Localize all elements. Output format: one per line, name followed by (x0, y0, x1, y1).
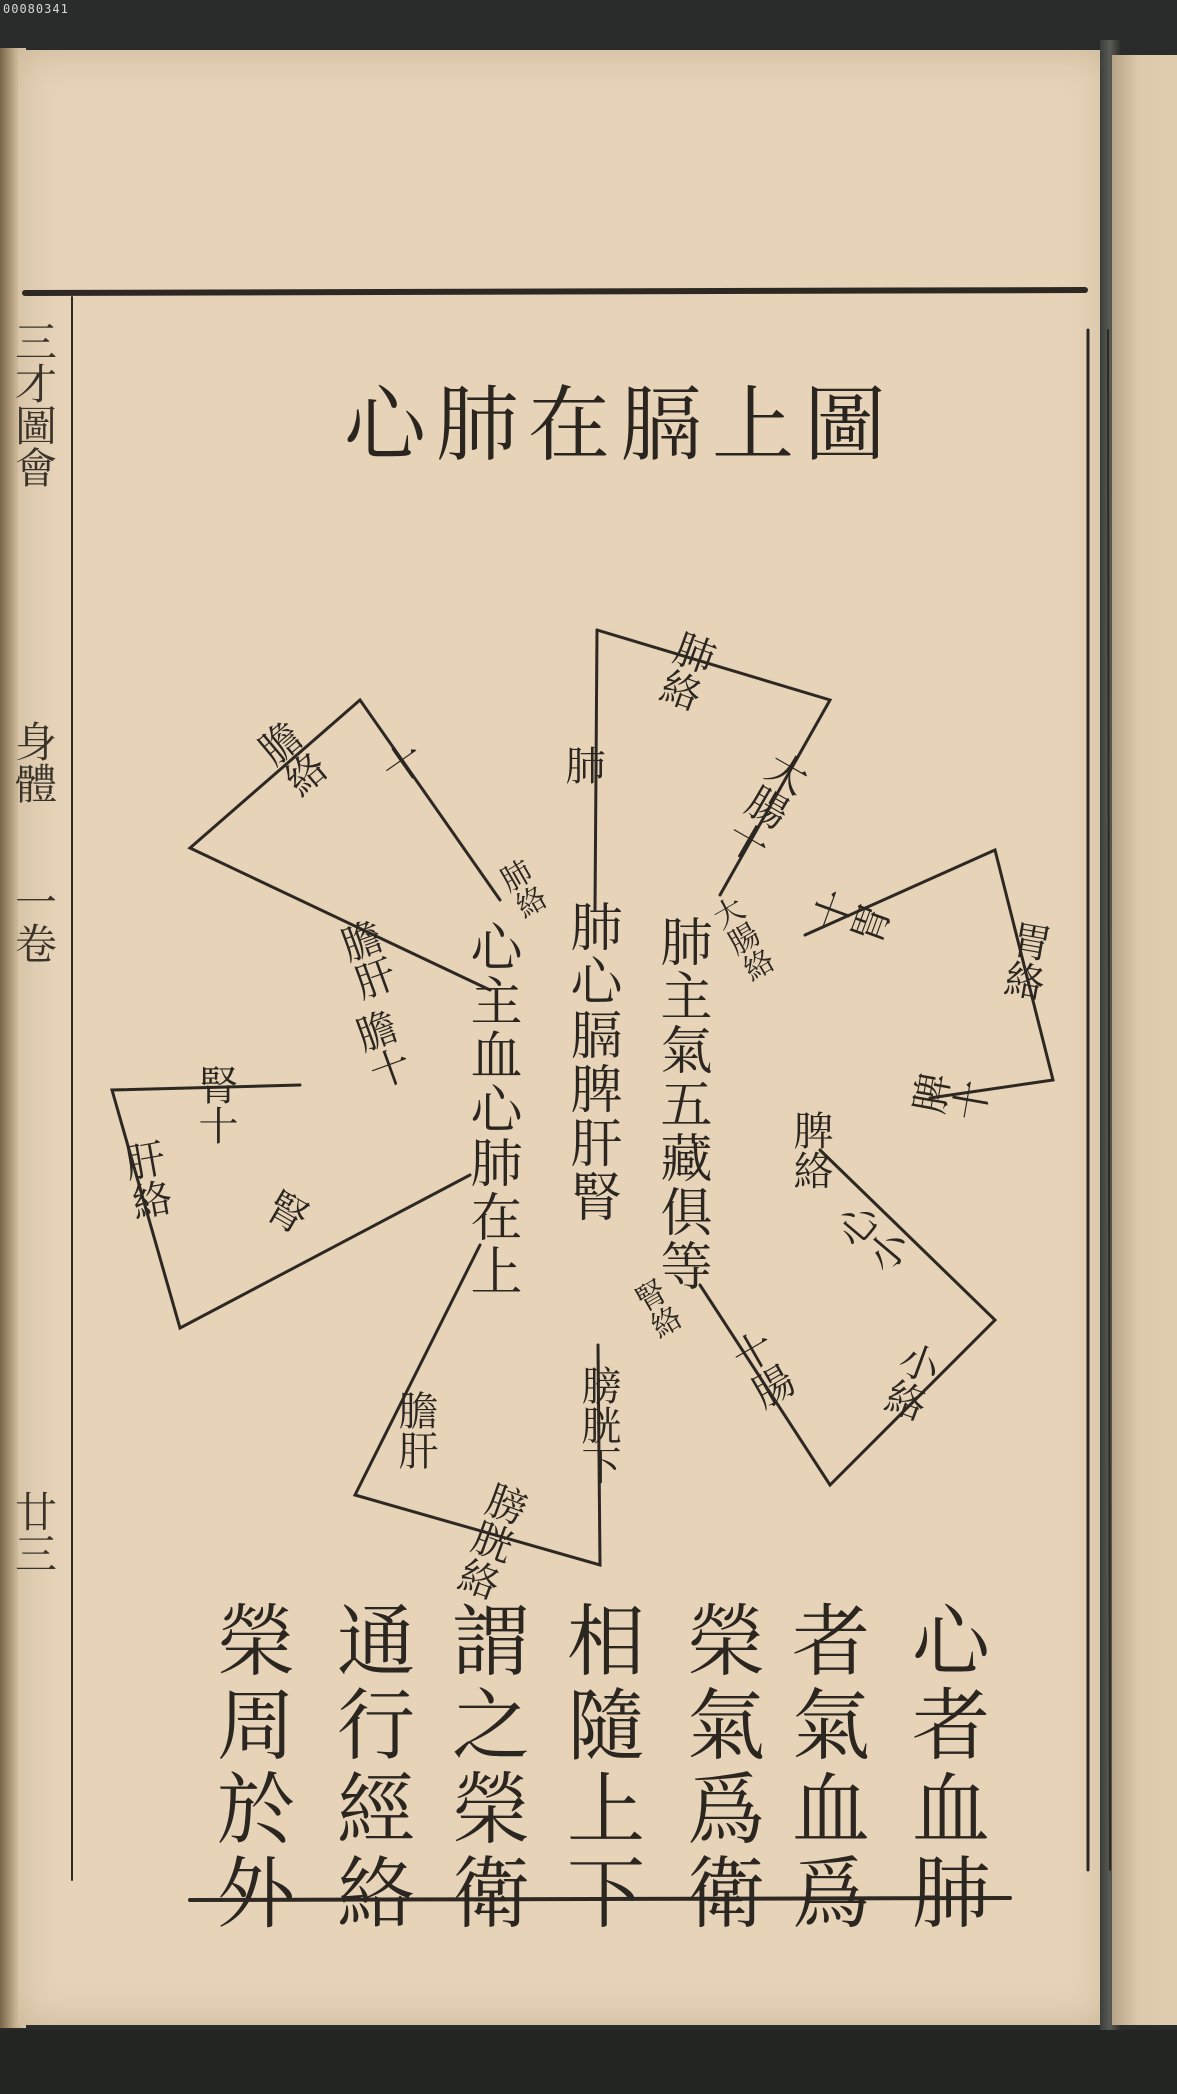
label-gallbladder-luo: 膽絡 (246, 714, 334, 806)
center-column-1: 心主血心肺在上 (461, 920, 521, 1298)
label-stomach-luo: 胃絡 (995, 916, 1055, 1004)
frame-top-line (25, 290, 1085, 293)
label-large-intestine-luo: 大腸絡 (702, 892, 779, 988)
margin-section: 身體 (9, 720, 58, 804)
label-lung-luo: 肺絡 (649, 624, 721, 716)
label-large-intestine: 大腸十 (715, 741, 815, 869)
label-ten-intestine: 十腸 (720, 1323, 800, 1417)
label-gallbladder-ten: 膽十 (344, 1004, 416, 1096)
text-column-7: 榮周於外 (204, 1600, 294, 1936)
label-spleen-luo: 脾絡 (787, 1110, 833, 1190)
label-stomach-ten: 十胃 (804, 884, 896, 956)
label-kidney-luo: 腎絡 (625, 1275, 686, 1345)
label-gallbladder-liver: 膽肝 (329, 914, 401, 1006)
label-liver-luo: 肝絡 (115, 1136, 175, 1224)
center-column-2: 肺心膈脾肝腎 (561, 900, 621, 1224)
frame-right-line-2 (1108, 330, 1110, 1870)
label-lung: 肺 (559, 745, 605, 785)
label-ten-left: 腎十 (192, 1065, 238, 1145)
label-heart-small: 心小 (824, 1196, 916, 1284)
label-liver-ten: 腎 (255, 1181, 315, 1239)
label-small-intestine-luo: 小絡 (874, 1334, 946, 1426)
label-spleen-ten: 脾十 (906, 1070, 994, 1130)
page-title: 心肺在膈上圖 (343, 378, 896, 473)
scan-id: 00080341 (3, 2, 69, 16)
text-column-1: 心者血肺 (899, 1600, 989, 1936)
text-column-3: 榮氣爲衛 (674, 1600, 764, 1936)
text-column-6: 通行經絡 (324, 1600, 414, 1936)
margin-book-title: 三才圖會 (9, 320, 58, 488)
text-column-4: 相隨上下 (554, 1600, 644, 1936)
label-kidney: 膽肝 (392, 1390, 438, 1470)
right-box (700, 1150, 995, 1485)
text-column-2: 者氣血爲 (779, 1600, 869, 1936)
margin-volume: 一卷 (9, 880, 58, 964)
text-column-5: 謂之榮衛 (439, 1600, 529, 1936)
label-lung-luo-2: 肺絡 (490, 855, 551, 925)
label-ten: 十 (369, 735, 431, 795)
center-column-3: 肺主氣五藏俱等 (651, 915, 711, 1293)
label-bladder-luo: 膀胱絡 (447, 1475, 533, 1605)
bladder-label: 膀胱下 (575, 1365, 621, 1485)
margin-page-number: 廿三 (9, 1490, 58, 1574)
